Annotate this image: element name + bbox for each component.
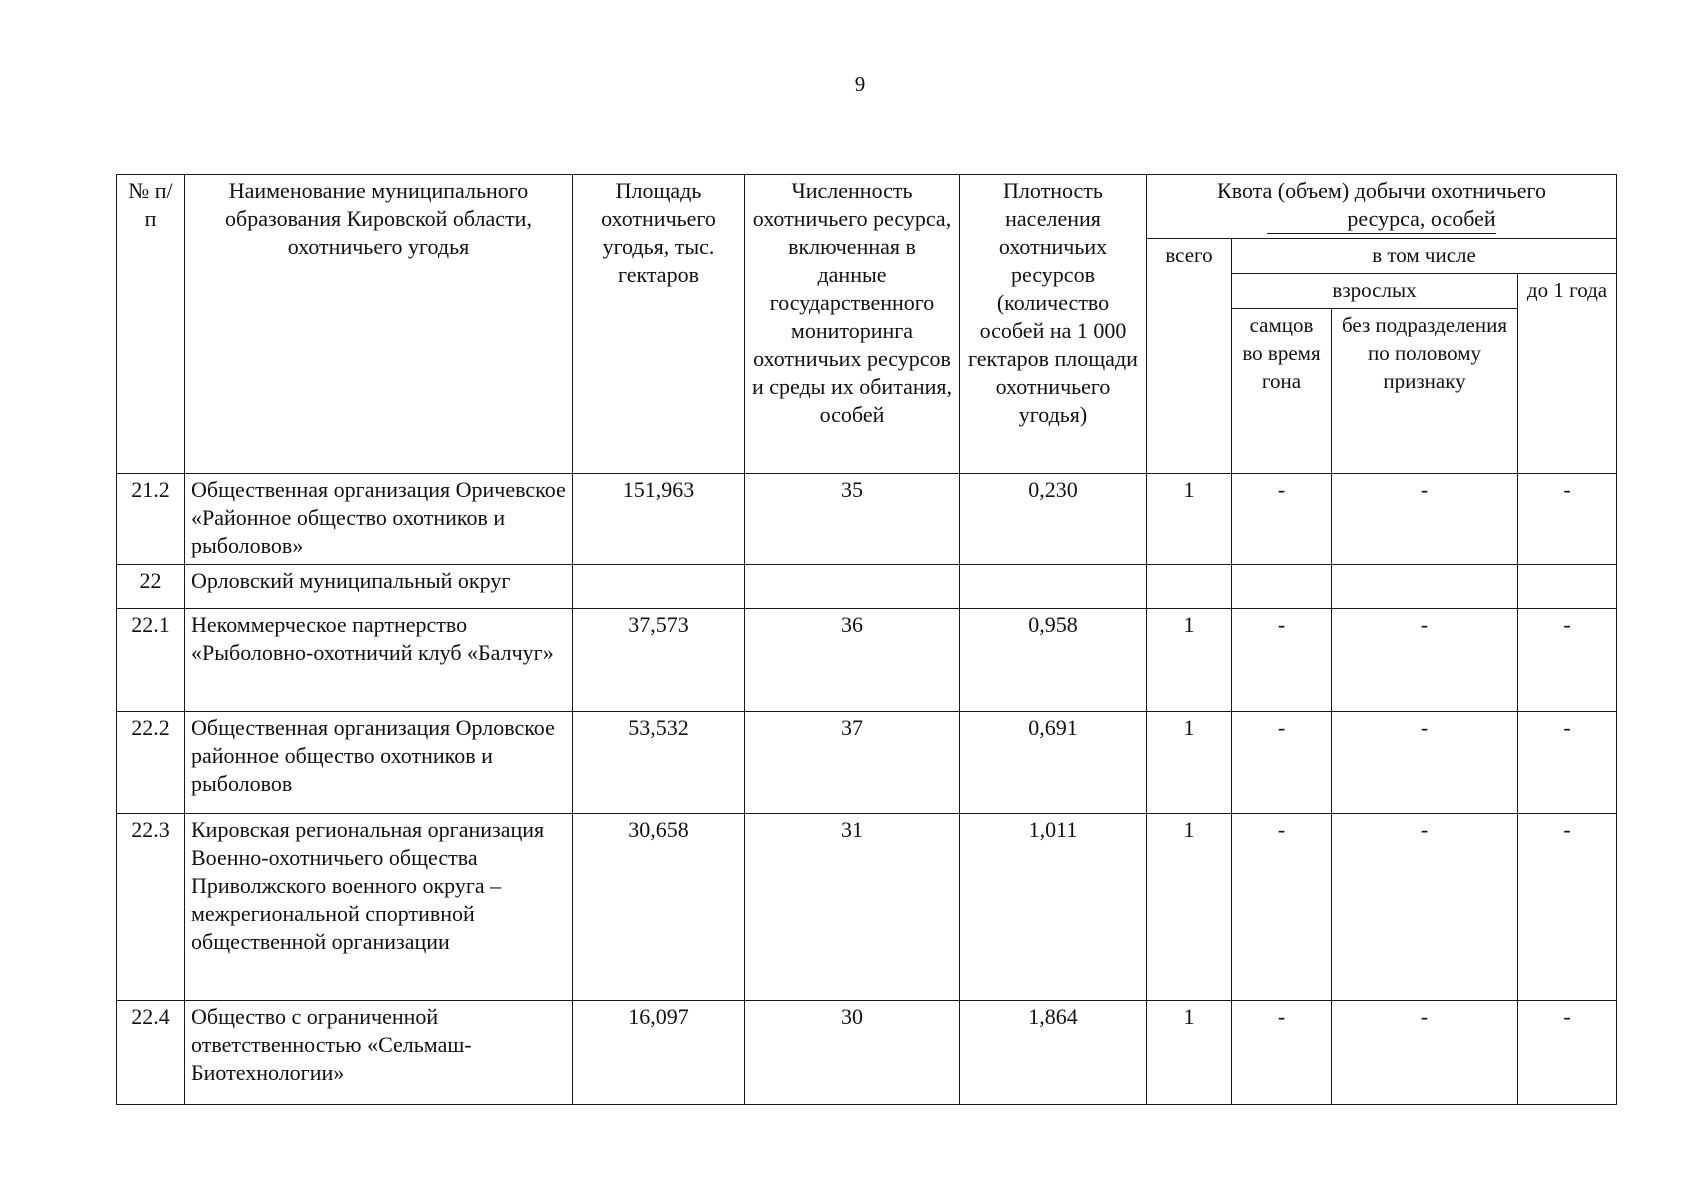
header-adults: взрослых — [1232, 274, 1518, 309]
header-name: Наименование муниципального образования Кировской области, охотничьего угодья — [185, 175, 573, 474]
cell-area — [573, 565, 745, 609]
table-row — [117, 565, 1617, 609]
cell-area: 37,573 — [573, 609, 745, 712]
cell-num: 22.4 — [117, 1001, 185, 1105]
header-quota-line1: Квота (объем) добычи охотничьего — [1217, 178, 1546, 203]
cell-males: - — [1232, 814, 1332, 1001]
table-row — [117, 474, 1617, 565]
quota-table — [116, 174, 1617, 1105]
cell-no-division — [1332, 565, 1518, 609]
cell-no-division: - — [1332, 814, 1518, 1001]
cell-area: 30,658 — [573, 814, 745, 1001]
header-under-one-year: до 1 года — [1518, 274, 1617, 474]
page-number: 9 — [854, 72, 866, 96]
header-quota — [1147, 175, 1617, 239]
header-total: всего — [1147, 239, 1232, 474]
cell-name: Орловский муниципальный округ — [185, 565, 573, 609]
cell-density — [960, 565, 1147, 609]
cell-males — [1232, 565, 1332, 609]
cell-density: 0,958 — [960, 609, 1147, 712]
cell-total: 1 — [1147, 1001, 1232, 1105]
cell-total: 1 — [1147, 712, 1232, 814]
cell-total — [1147, 565, 1232, 609]
cell-males: - — [1232, 712, 1332, 814]
cell-young: - — [1518, 1001, 1617, 1105]
cell-no-division: - — [1332, 474, 1518, 565]
header-count: Численность охотничьего ресурса, включенная в данные государственного мониторинга охотничьих ресурсов и среды их обитания, особей — [745, 175, 960, 474]
cell-density: 0,691 — [960, 712, 1147, 814]
cell-total: 1 — [1147, 474, 1232, 565]
table-row — [117, 609, 1617, 712]
header-including: в том числе — [1232, 239, 1617, 274]
header-males-rut: самцов во время гона — [1232, 309, 1332, 474]
header-num: № п/п — [117, 175, 185, 474]
cell-young: - — [1518, 712, 1617, 814]
header-density: Плотность населения охотничьих ресурсов (количество особей на 1 000 гектаров площади охотничьего угодья) — [960, 175, 1147, 474]
cell-no-division: - — [1332, 712, 1518, 814]
cell-count: 35 — [745, 474, 960, 565]
cell-young: - — [1518, 609, 1617, 712]
cell-name: Общественная организация Орловское районное общество охотников и рыболовов — [185, 712, 573, 814]
cell-total: 1 — [1147, 609, 1232, 712]
header-quota-line2: ресурса, особей — [1267, 205, 1495, 234]
cell-name: Общество с ограниченной ответственностью «Сельмаш-Биотехнологии» — [185, 1001, 573, 1105]
cell-num: 21.2 — [117, 474, 185, 565]
cell-count: 37 — [745, 712, 960, 814]
cell-area: 16,097 — [573, 1001, 745, 1105]
cell-males: - — [1232, 609, 1332, 712]
cell-no-division: - — [1332, 609, 1518, 712]
table-row — [117, 814, 1617, 1001]
table-row — [117, 712, 1617, 814]
cell-males: - — [1232, 1001, 1332, 1105]
cell-young: - — [1518, 814, 1617, 1001]
cell-density: 1,864 — [960, 1001, 1147, 1105]
cell-num: 22.1 — [117, 609, 185, 712]
cell-num: 22.2 — [117, 712, 185, 814]
header-no-sex-division: без подразделения по половому признаку — [1332, 309, 1518, 474]
cell-density: 1,011 — [960, 814, 1147, 1001]
cell-area: 53,532 — [573, 712, 745, 814]
cell-young: - — [1518, 474, 1617, 565]
cell-num: 22.3 — [117, 814, 185, 1001]
cell-area: 151,963 — [573, 474, 745, 565]
cell-total: 1 — [1147, 814, 1232, 1001]
cell-males: - — [1232, 474, 1332, 565]
header-area: Площадь охотничьего угодья, тыс. гектаров — [573, 175, 745, 474]
table-body — [117, 474, 1617, 1105]
cell-no-division: - — [1332, 1001, 1518, 1105]
table-row — [117, 1001, 1617, 1105]
cell-count: 30 — [745, 1001, 960, 1105]
cell-young — [1518, 565, 1617, 609]
table-header — [117, 175, 1617, 474]
cell-count — [745, 565, 960, 609]
cell-num: 22 — [117, 565, 185, 609]
cell-name: Общественная организация Оричевское «Районное общество охотников и рыболовов» — [185, 474, 573, 565]
cell-count: 31 — [745, 814, 960, 1001]
cell-name: Некоммерческое партнерство «Рыболовно-охотничий клуб «Балчуг» — [185, 609, 573, 712]
cell-density: 0,230 — [960, 474, 1147, 565]
cell-name: Кировская региональная организация Военно-охотничьего общества Приволжского военного округа – межрегиональной спортивной общественной организации — [185, 814, 573, 1001]
cell-count: 36 — [745, 609, 960, 712]
